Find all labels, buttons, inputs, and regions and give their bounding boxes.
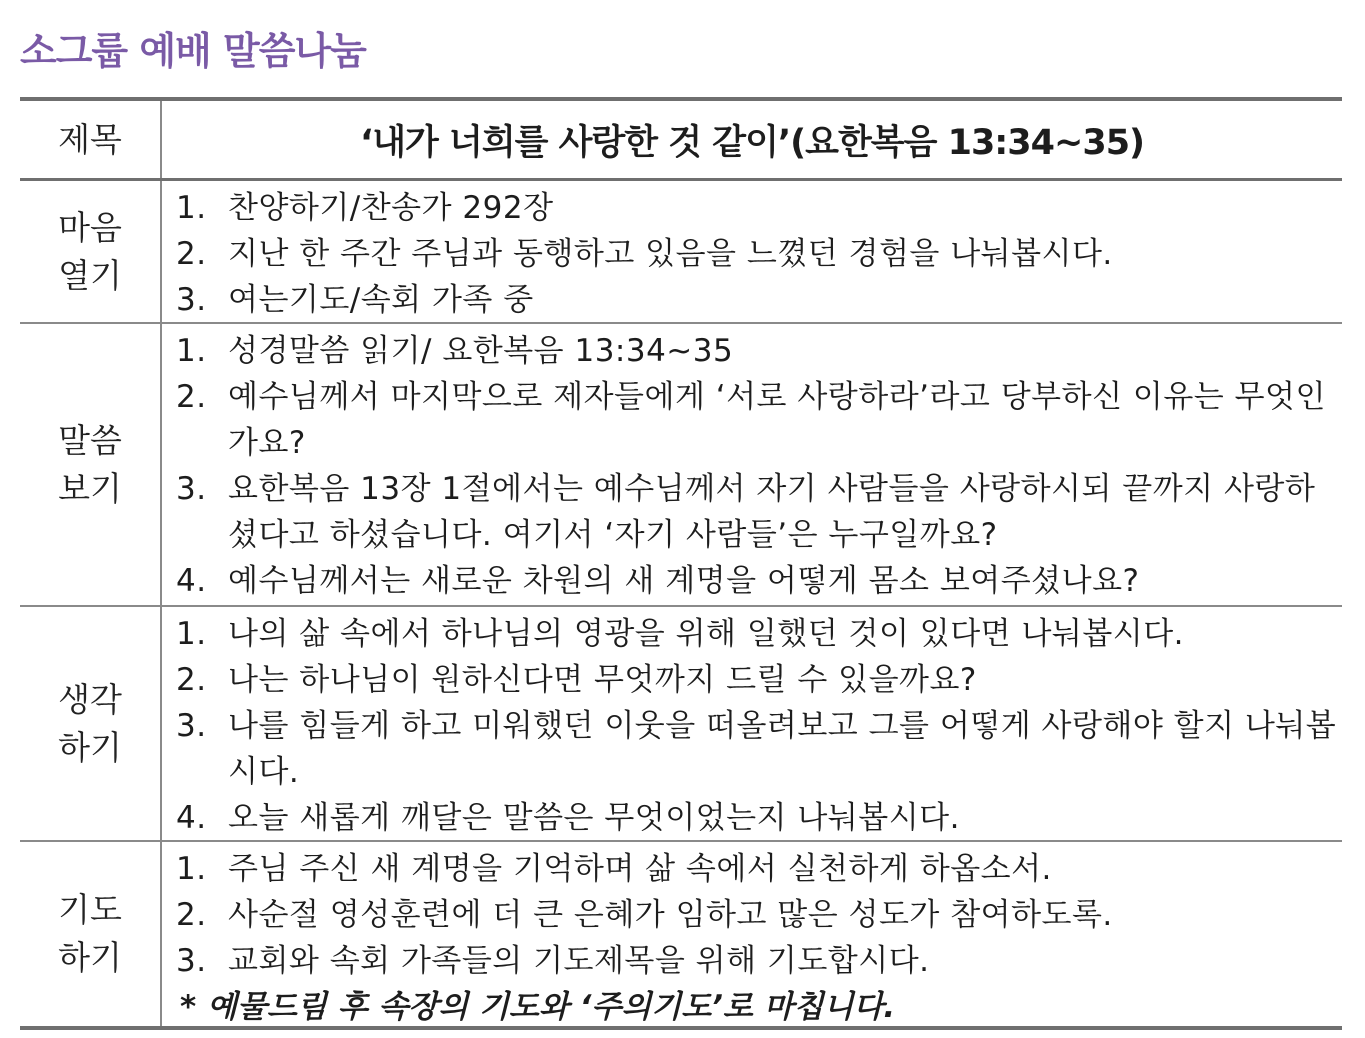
list-item [176, 938, 1342, 984]
item-number: 1. [176, 851, 207, 887]
item-number: 2. [176, 236, 207, 272]
section-heart-opening [20, 181, 1342, 324]
item-number: 3. [176, 943, 207, 979]
section-label [20, 181, 162, 322]
item-text: 주님 주신 새 계명을 기억하며 삶 속에서 실천하게 하옵소서. [228, 851, 1052, 887]
list-item [176, 185, 1342, 231]
subject-title: ‘내가 너희를 사랑한 것 같이’(요한복음 13:34~35) [359, 122, 1145, 163]
item-text: 예수님께서는 새로운 차원의 새 계명을 어떻게 몸소 보여주셨나요? [228, 563, 1140, 599]
item-number: 3. [176, 708, 207, 744]
subject-label [20, 101, 162, 178]
page-title: 소그룹 예배 말씀나눔 [20, 29, 366, 73]
worship-table [20, 97, 1342, 1030]
section-prayer [20, 842, 1342, 1026]
section-label-line: 보기 [58, 468, 122, 508]
item-text: 예수님께서 마지막으로 제자들에게 ‘서로 사랑하라’라고 당부하신 이유는 무엇인가요? [228, 379, 1326, 461]
section-content [162, 842, 1342, 1026]
section-scripture-reading [20, 324, 1342, 607]
item-text: 나의 삶 속에서 하나님의 영광을 위해 일했던 것이 있다면 나눠봅시다. [228, 616, 1185, 652]
section-content [162, 324, 1342, 605]
section-label-line: 기도 [58, 890, 122, 929]
list-item [176, 846, 1342, 892]
section-label-line: 열기 [58, 255, 122, 295]
item-text: 나를 힘들게 하고 미워했던 이웃을 떠올려보고 그를 어떻게 사랑해야 할지 나눠봅시다. [228, 708, 1337, 790]
subject-label-text: 제목 [58, 119, 122, 159]
closing-note: * 예물드림 후 속장의 기도와 ‘주의기도’로 마칩니다. [180, 989, 896, 1025]
item-number: 2. [176, 379, 207, 415]
section-label [20, 324, 162, 605]
section-label-line: 생각 [58, 679, 122, 719]
list-item [176, 277, 1342, 323]
section-content [162, 181, 1342, 322]
section-label [20, 842, 162, 1026]
list-item [176, 795, 1342, 841]
list-item [176, 466, 1342, 558]
item-number: 1. [176, 333, 207, 369]
list-item [176, 657, 1342, 703]
list-item [176, 703, 1342, 795]
item-text: 찬양하기/찬송가 292장 [228, 190, 554, 226]
section-label-line: 하기 [58, 727, 122, 767]
item-number: 1. [176, 190, 207, 226]
section-label-line: 마음 [58, 207, 122, 247]
section-label-line: 하기 [58, 938, 122, 977]
subject-row [20, 101, 1342, 181]
item-number: 3. [176, 471, 207, 507]
item-text: 오늘 새롭게 깨달은 말씀은 무엇이었는지 나눠봅시다. [228, 800, 960, 836]
item-text: 성경말씀 읽기/ 요한복음 13:34~35 [228, 333, 734, 369]
item-text: 요한복음 13장 1절에서는 예수님께서 자기 사람들을 사랑하시되 끝까지 사랑하셨다고 하셨습니다. 여기서 ‘자기 사람들’은 누구일까요? [228, 471, 1316, 553]
section-reflection [20, 607, 1342, 842]
list-item [176, 611, 1342, 657]
item-number: 2. [176, 662, 207, 698]
list-item [176, 892, 1342, 938]
item-text: 사순절 영성훈련에 더 큰 은혜가 임하고 많은 성도가 참여하도록. [228, 897, 1113, 933]
section-label [20, 607, 162, 840]
item-number: 4. [176, 563, 207, 599]
item-number: 4. [176, 800, 207, 836]
item-text: 나는 하나님이 원하신다면 무엇까지 드릴 수 있을까요? [228, 662, 977, 698]
section-content [162, 607, 1342, 840]
list-item [176, 231, 1342, 277]
item-text: 여는기도/속회 가족 중 [228, 282, 534, 318]
list-item [176, 558, 1342, 604]
item-number: 1. [176, 616, 207, 652]
item-number: 2. [176, 897, 207, 933]
subject-cell [162, 101, 1342, 178]
item-text: 지난 한 주간 주님과 동행하고 있음을 느꼈던 경험을 나눠봅시다. [228, 236, 1113, 272]
list-item [176, 374, 1342, 466]
section-label-line: 말씀 [58, 420, 122, 460]
item-number: 3. [176, 282, 207, 318]
item-text: 교회와 속회 가족들의 기도제목을 위해 기도합시다. [228, 943, 930, 979]
list-item [176, 328, 1342, 374]
